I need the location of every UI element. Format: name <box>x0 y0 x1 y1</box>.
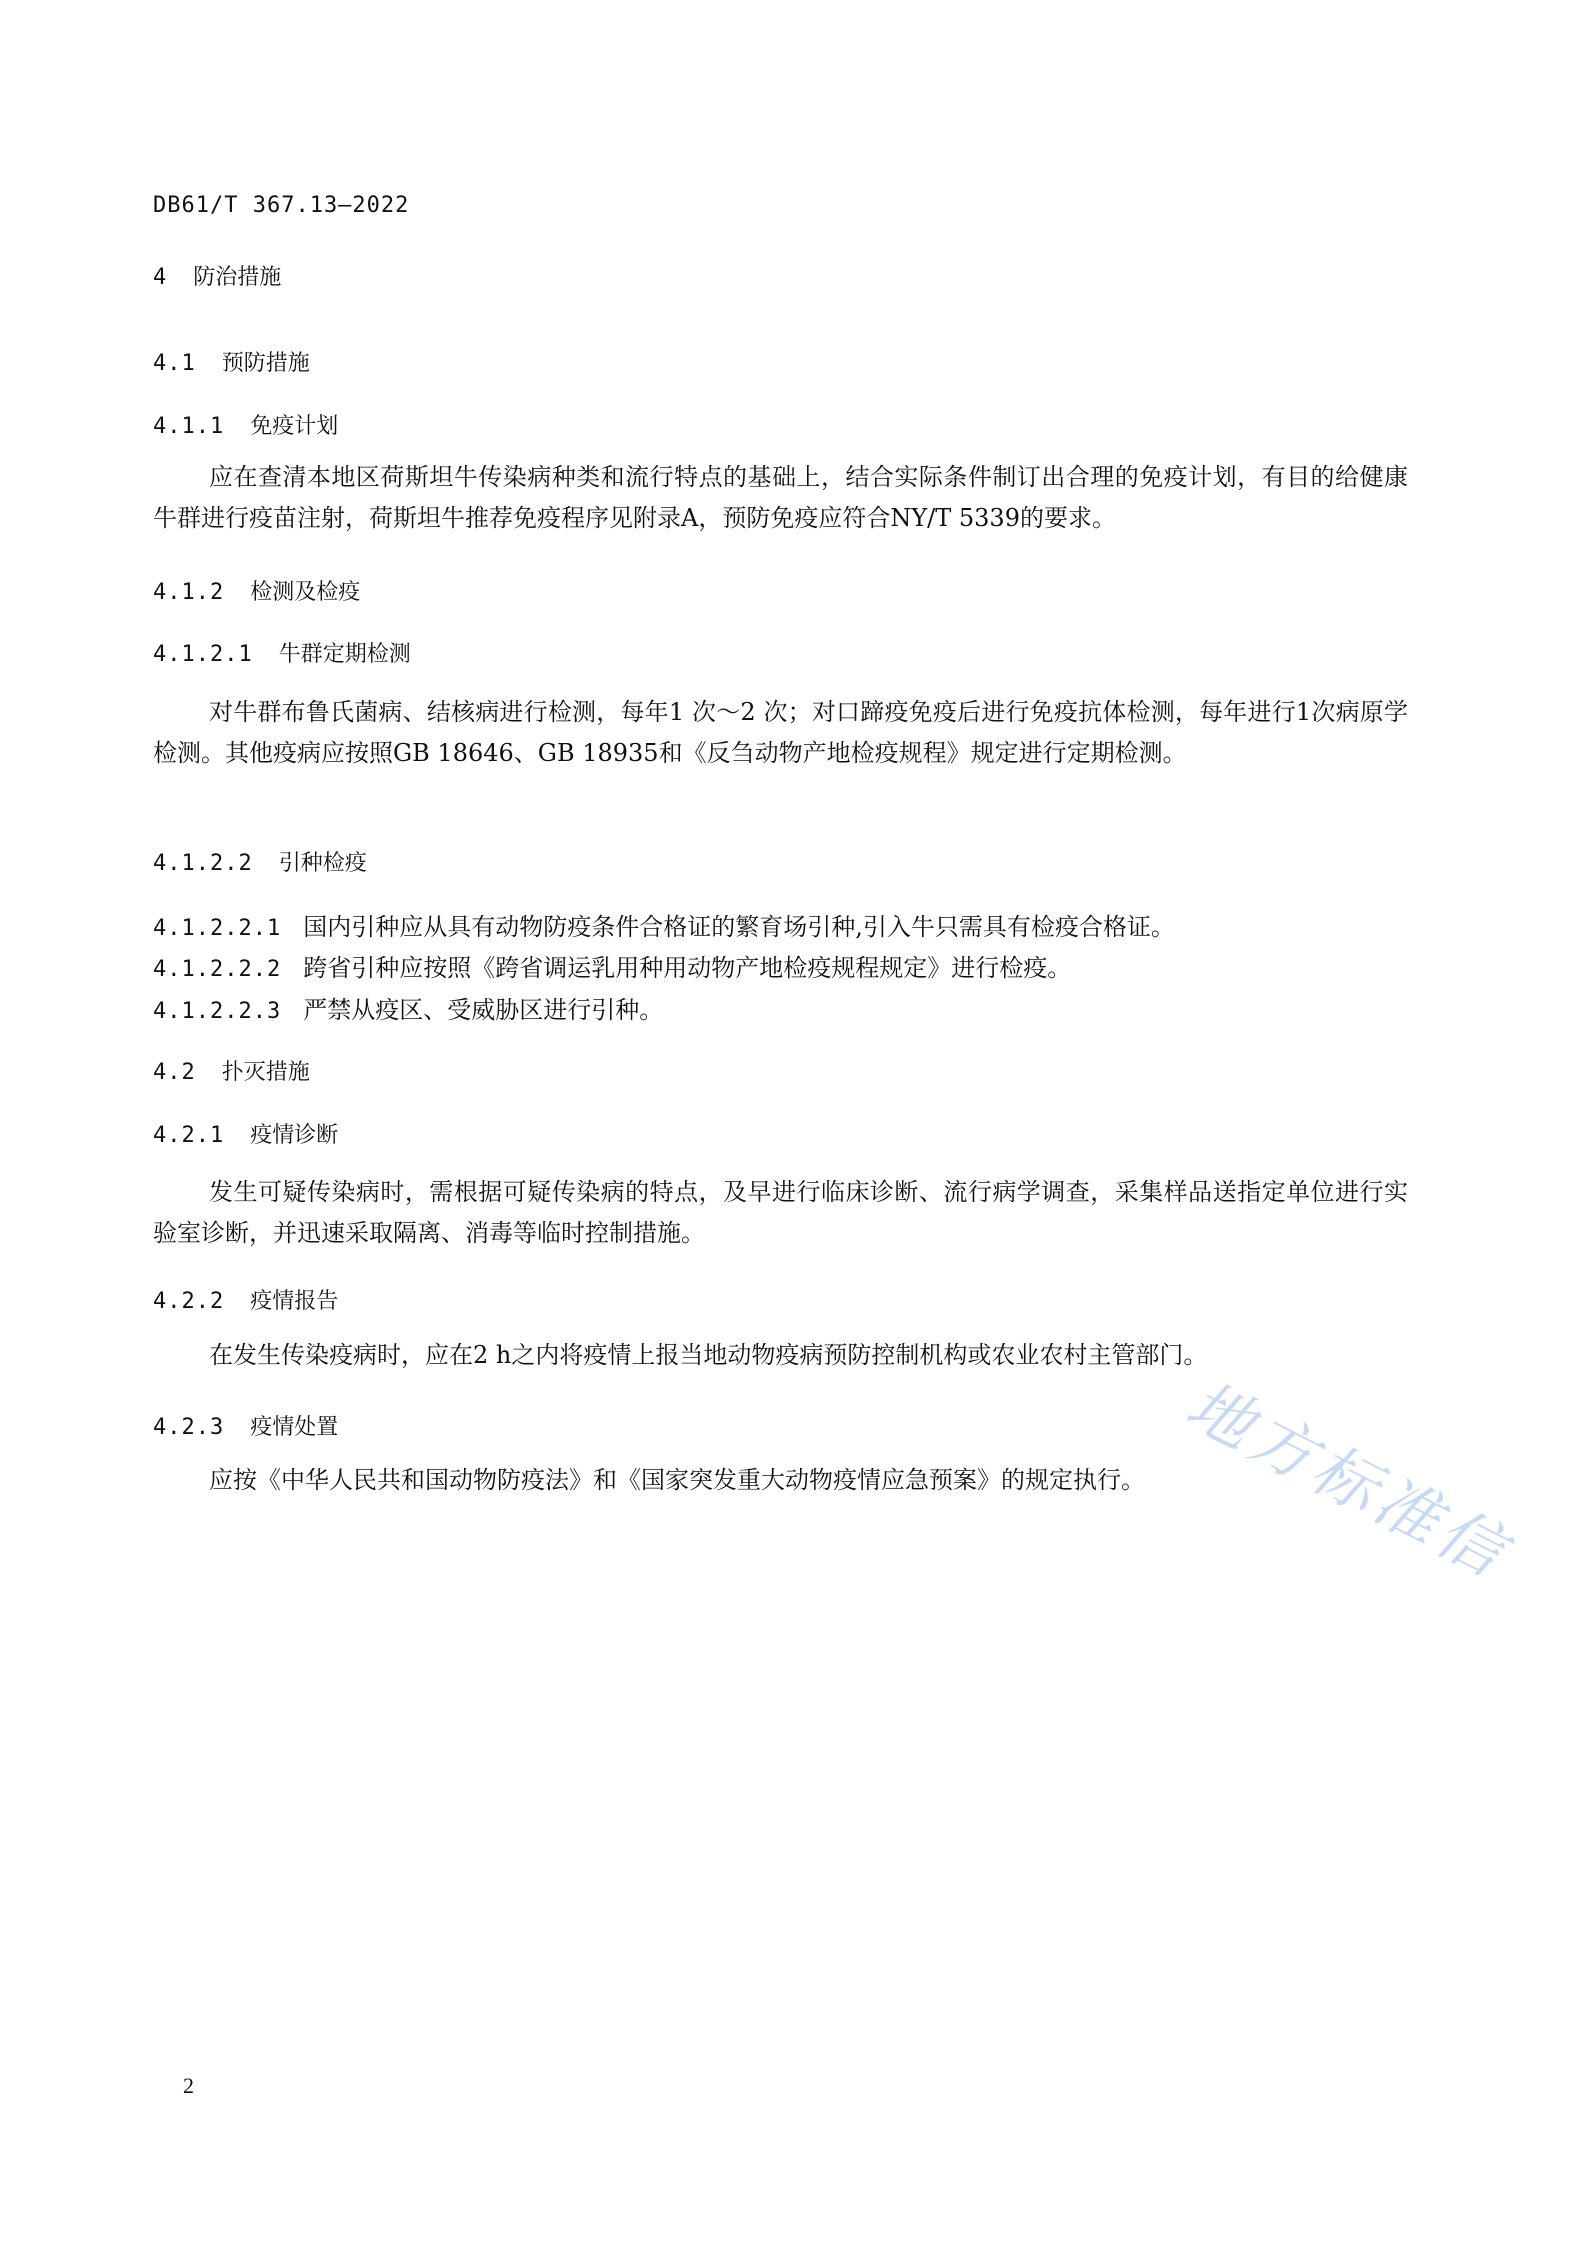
section-number: 4.1.2.1 <box>153 642 253 667</box>
section-title: 牛群定期检测 <box>278 642 411 667</box>
clause-number: 4.1.2.2.1 <box>153 916 282 941</box>
paragraph-epidemic-report: 在发生传染疫病时，应在2 h之内将疫情上报当地动物疫病预防控制机构或农业农村主管部门。 <box>209 1341 1208 1369</box>
paragraph-immunization-plan: 应在查清本地区荷斯坦牛传染病种类和流行特点的基础上，结合实际条件制订出合理的免疫计划，有目的给健康牛群进行疫苗注射，荷斯坦牛推荐免疫程序见附录A，预防免疫应符合NY/T 5339的要求。 <box>153 463 1408 532</box>
section-heading-4-2-2 <box>153 1284 338 1315</box>
page-number: 2 <box>183 2073 194 2098</box>
document-id: DB61/T 367.13—2022 <box>153 193 410 218</box>
section-title: 疫情报告 <box>250 1289 339 1314</box>
section-heading-4-1-2 <box>153 575 360 606</box>
section-title: 疫情处置 <box>250 1415 339 1440</box>
clause-number: 4.1.2.2.3 <box>153 999 282 1024</box>
section-title: 引种检疫 <box>278 851 367 876</box>
section-title: 检测及检疫 <box>250 580 361 605</box>
clause-4-1-2-2-3 <box>153 990 663 1025</box>
paragraph-epidemic-diagnosis: 发生可疑传染病时，需根据可疑传染病的特点，及早进行临床诊断、流行病学调查，采集样品送指定单位进行实验室诊断，并迅速采取隔离、消毒等临时控制措施。 <box>153 1178 1408 1247</box>
section-number: 4 <box>153 265 168 290</box>
section-heading-4-2-1 <box>153 1118 338 1149</box>
section-heading-4-1 <box>153 346 310 377</box>
section-heading-4-2 <box>153 1055 310 1086</box>
clause-4-1-2-2-2 <box>153 948 1071 983</box>
section-number: 4.1.2.2 <box>153 851 253 876</box>
section-number: 4.1 <box>153 351 196 376</box>
section-number: 4.2 <box>153 1060 196 1085</box>
section-number: 4.2.1 <box>153 1123 225 1148</box>
section-title: 防治措施 <box>193 265 282 290</box>
section-heading-4-1-2-1 <box>153 637 411 668</box>
clause-4-1-2-2-1 <box>153 907 1175 942</box>
section-heading-4-2-3 <box>153 1410 338 1441</box>
clause-number: 4.1.2.2.2 <box>153 957 282 982</box>
clause-text: 跨省引种应按照《跨省调运乳用种用动物产地检疫规程规定》进行检疫。 <box>303 954 1072 982</box>
section-number: 4.1.2 <box>153 580 225 605</box>
clause-text: 国内引种应从具有动物防疫条件合格证的繁育场引种,引入牛只需具有检疫合格证。 <box>303 913 1175 941</box>
section-heading-4-1-2-2 <box>153 846 367 877</box>
section-number: 4.2.2 <box>153 1289 225 1314</box>
section-title: 免疫计划 <box>250 414 339 439</box>
section-number: 4.2.3 <box>153 1415 225 1440</box>
section-number: 4.1.1 <box>153 414 225 439</box>
watermark: 地方标准信 <box>1174 1368 1521 1594</box>
section-heading-4-1-1 <box>153 409 338 440</box>
paragraph-epidemic-disposal: 应按《中华人民共和国动物防疫法》和《国家突发重大动物疫情应急预案》的规定执行。 <box>209 1466 1145 1494</box>
section-title: 扑灭措施 <box>221 1060 310 1085</box>
clause-text: 严禁从疫区、受威胁区进行引种。 <box>303 996 664 1024</box>
section-title: 预防措施 <box>221 351 310 376</box>
section-title: 疫情诊断 <box>250 1123 339 1148</box>
section-heading-4 <box>153 260 281 291</box>
paragraph-regular-testing: 对牛群布鲁氏菌病、结核病进行检测，每年1 次～2 次；对口蹄疫免疫后进行免疫抗体检测，每年进行1次病原学检测。其他疫病应按照GB 18646、GB 18935和《反刍动物产地检疫规程》规定进行定期检测。 <box>153 698 1408 767</box>
